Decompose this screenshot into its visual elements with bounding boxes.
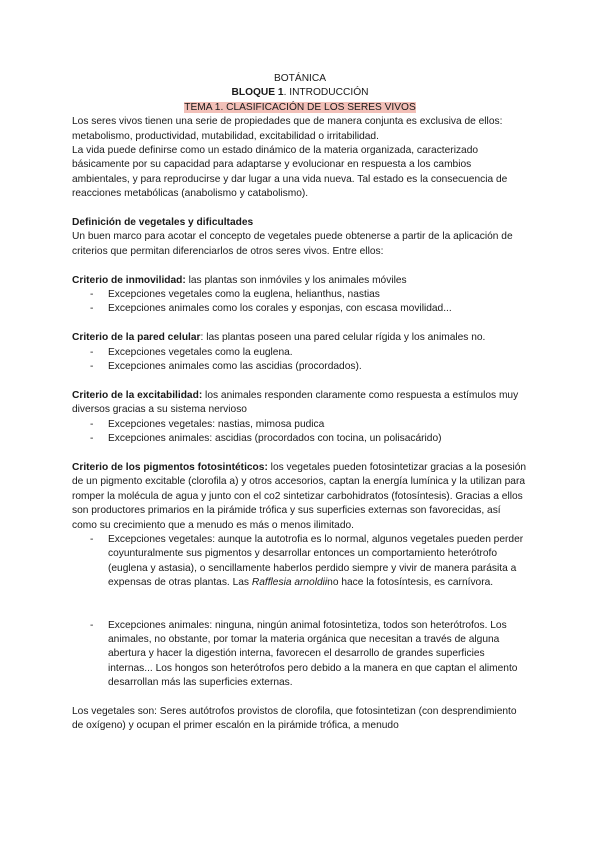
list-item: - Excepciones vegetales: nastias, mimosa pudica — [72, 418, 528, 432]
list-item: - Excepciones animales como las ascidias (procordados). — [72, 360, 528, 374]
document-page — [72, 72, 528, 734]
intro-paragraph-2: La vida puede definirse como un estado dinámico de la materia organizada, caracterizado básicamente por su capacidad para adaptarse y evolucionar en respuesta a los cambios ambientales, y para reproducirse y dar lugar a una vida nueva. Tal estado es la consecuencia de reacciones metabólicas (anabolismo y catabolismo). — [72, 145, 508, 200]
pigmentos-list — [72, 533, 528, 591]
list-item: - Excepciones animales: ninguna, ningún animal fotosintetiza, todos son heterótrofos. Los animales, no obstante, por tomar la materia orgánica que necesitan a través de alguna abertura y hacer la digestión interna, favorecen el desarrollo de grandes superficies internas... Los hongos son heterótrofos pero debido a la manera en que captan el alimento desarrollan más las superficies externas. — [72, 619, 528, 691]
pared-list — [72, 346, 528, 375]
list-item: - Excepciones vegetales como la euglena, helianthus, nastias — [72, 288, 528, 302]
subject-title: BOTÁNICA — [273, 73, 327, 84]
topic-title — [72, 101, 528, 115]
definition-heading: Definición de vegetales y dificultades — [72, 217, 254, 229]
criterion-excitabilidad: Criterio de la excitabilidad: los animales responden claramente como respuesta a estímulos muy diversos gracias a su sistema nervioso — [72, 389, 519, 416]
pigmentos-list-2 — [72, 619, 528, 691]
closing-paragraph: Los vegetales son: Seres autótrofos provistos de clorofila, que fotosintetizan (con desprendimiento de oxígeno) y ocupan el primer escalón en la pirámide trófica, a menudo — [72, 705, 517, 732]
criterion-title: Criterio de la excitabilidad: — [72, 389, 203, 401]
block-title — [72, 86, 528, 100]
criterion-title: Criterio de inmovilidad: — [72, 274, 186, 286]
block-subtitle: . INTRODUCCIÓN — [283, 87, 369, 99]
list-item: - Excepciones animales como los corales y esponjas, con escasa movilidad... — [72, 302, 528, 316]
definition-text: Un buen marco para acotar el concepto de vegetales puede obtenerse a partir de la aplicación de criterios que permitan diferenciarlos de otros seres vivos. Entre ellos: — [72, 231, 513, 257]
topic-highlight: TEMA 1. CLASIFICACIÓN DE LOS SERES VIVOS — [184, 101, 416, 113]
criterion-pigmentos: Criterio de los pigmentos fotosintéticos: los vegetales pueden fotosintetizar gracias a la posesión de un pigmento excitable (clorofila a) y otros accesorios, captan la energía lumínica y la utilizan para romper la molécula de agua y junto con el co2 sintetizar carbohidratos (fotosíntesis). Gracias a ellos son productores primarios en la pirámide trófica y sus superficies externas son favorecidas, así como su crecimiento que a menudo es más o menos ilimitado. — [72, 461, 527, 531]
list-item: - Excepciones animales: ascidias (procordados con tocina, un polisacárido) — [72, 432, 528, 446]
criterion-title: Criterio de los pigmentos fotosintéticos: — [72, 461, 268, 473]
species-name: Rafflesia arnoldii — [251, 577, 328, 589]
criterion-inmovilidad: Criterio de inmovilidad: las plantas son inmóviles y los animales móviles — [72, 274, 407, 286]
intro-paragraph-1: Los seres vivos tienen una serie de propiedades que de manera conjunta es exclusiva de ellos: metabolismo, productividad, mutabilidad, excitabilidad o irritabilidad. — [72, 116, 503, 142]
list-item: - Excepciones vegetales: aunque la autotrofia es lo normal, algunos vegetales pueden perder coyunturalmente sus pigmentos y desarrollar entonces un comportamiento heterótrofo (euglena y astasia), o sencillamente haberlos perdido siempre y vivir de manera parásita a expensas de otras plantas. Las Rafflesia arnoldiino hace la fotosíntesis, es carnívora. — [72, 533, 528, 591]
block-label: BLOQUE 1 — [231, 87, 284, 99]
excitabilidad-list — [72, 418, 528, 447]
criterion-title: Criterio de la pared celular — [72, 332, 201, 344]
inmovilidad-list — [72, 288, 528, 317]
list-item: - Excepciones vegetales como la euglena. — [72, 346, 528, 360]
criterion-pared-celular: Criterio de la pared celular: las plantas poseen una pared celular rígida y los animales no. — [72, 332, 486, 344]
